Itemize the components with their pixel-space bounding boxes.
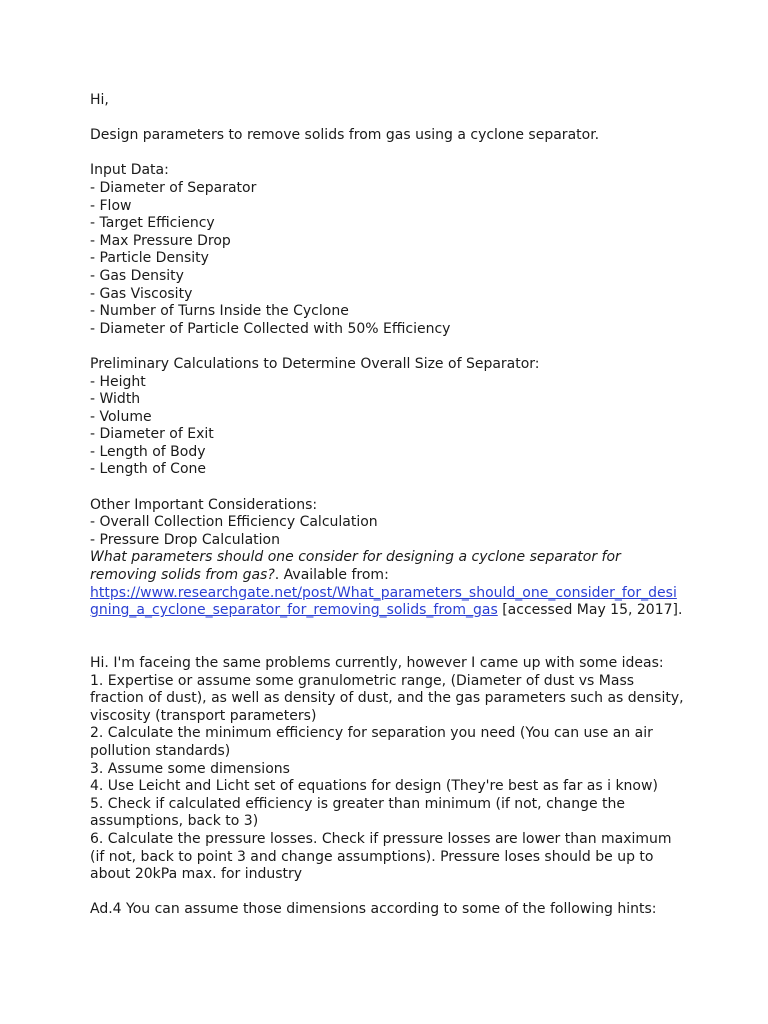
reply-line: (if not, back to point 3 and change assumptions). Pressure loses should be up to [90, 848, 654, 865]
source-link-continued[interactable]: gning_a_cyclone_separator_for_removing_solids_from_gas [90, 602, 498, 619]
reply-line: about 20kPa max. for industry [90, 866, 303, 883]
list-item: - Gas Density [90, 267, 184, 284]
reply-line: Hi. I'm faceing the same problems currently, however I came up with some ideas: [90, 655, 664, 671]
reply-body [90, 655, 690, 884]
accessed-date: [accessed May 15, 2017]. [497, 602, 683, 619]
reply-line: 3. Assume some dimensions [90, 760, 290, 777]
list-item: - Number of Turns Inside the Cyclone [90, 303, 349, 320]
reply-line: assumptions, back to 3) [90, 813, 259, 830]
list-item: - Width [90, 391, 141, 408]
intro-text: Design parameters to remove solids from gas using a cyclone separator. [90, 127, 600, 144]
list-item: - Diameter of Exit [90, 426, 214, 443]
greeting: Hi, [90, 92, 109, 108]
reply-line: 6. Calculate the pressure losses. Check if pressure losses are lower than maximum [90, 830, 672, 847]
input-data-list [90, 180, 690, 338]
list-item: - Flow [90, 197, 132, 214]
available-from-text: . Available from: [274, 567, 389, 584]
other-list [90, 514, 690, 549]
list-item: - Diameter of Particle Collected with 50% Efficiency [90, 320, 451, 337]
citation-title-line-1: What parameters should one consider for designing a cyclone separator for [90, 549, 621, 566]
source-link[interactable]: https://www.researchgate.net/post/What_parameters_should_one_consider_for_desi [90, 584, 677, 601]
citation-title-line-2: removing solids from gas? [90, 567, 275, 584]
reply-line: 2. Calculate the minimum efficiency for separation you need (You can use an air [90, 725, 653, 742]
list-item: - Length of Body [90, 443, 206, 460]
list-item: - Volume [90, 408, 152, 425]
list-item: - Max Pressure Drop [90, 232, 231, 249]
reply-line: viscosity (transport parameters) [90, 707, 317, 724]
reply-line: 4. Use Leicht and Licht set of equations for design (They're best as far as i know) [90, 778, 658, 795]
list-item: - Gas Viscosity [90, 285, 193, 302]
list-item: - Target Efficiency [90, 215, 215, 232]
preliminary-list [90, 374, 690, 480]
list-item: - Height [90, 373, 146, 390]
list-item: - Pressure Drop Calculation [90, 531, 280, 548]
list-item: - Length of Cone [90, 461, 207, 478]
reply-line: pollution standards) [90, 742, 231, 759]
list-item: - Overall Collection Efficiency Calculation [90, 514, 378, 531]
list-item: - Diameter of Separator [90, 179, 257, 196]
citation [90, 549, 690, 619]
other-heading: Other Important Considerations: [90, 496, 318, 513]
document-body [90, 92, 690, 919]
reply-line: 1. Expertise or assume some granulometric range, (Diameter of dust vs Mass [90, 672, 635, 689]
preliminary-heading: Preliminary Calculations to Determine Overall Size of Separator: [90, 355, 540, 372]
reply-line: 5. Check if calculated efficiency is greater than minimum (if not, change the [90, 795, 626, 812]
list-item: - Particle Density [90, 250, 209, 267]
reply-line: fraction of dust), as well as density of dust, and the gas parameters such as density, [90, 690, 684, 707]
ad4-text: Ad.4 You can assume those dimensions according to some of the following hints: [90, 901, 657, 918]
input-data-heading: Input Data: [90, 162, 169, 179]
